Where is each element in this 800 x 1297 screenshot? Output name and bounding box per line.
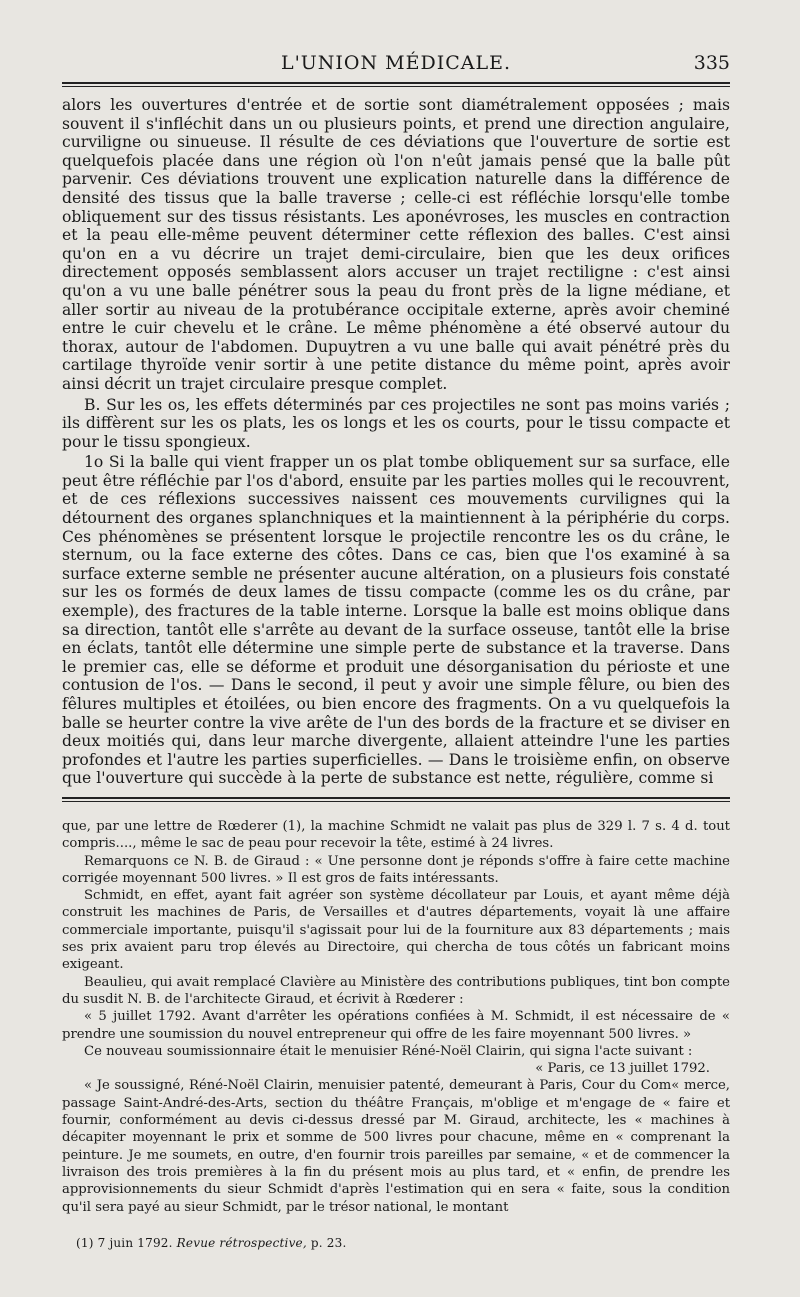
header-rule bbox=[62, 82, 730, 84]
header-rule-thin bbox=[62, 86, 730, 87]
feuilleton-text bbox=[62, 818, 730, 1216]
running-header bbox=[62, 52, 730, 76]
footnote-page: p. 23. bbox=[310, 1236, 347, 1250]
main-text bbox=[62, 96, 730, 790]
quoted-contract: « Je soussigné, Réné-Noël Clairin, menuisier patenté, demeurant à Paris, Cour du Com« merce, passage Saint-André-des-Arts, section du théâtre Français, m'oblige et m'engage de « faire et fournir, conformément au devis ci-dessus dressé par M. Giraud, architecte, les « machines à décapiter moyennant le prix et somme de 500 livres pour chacune, même en « comprenant la peinture. Je me soumets, en outre, d'en fournir trois pareilles par semaine, « et de commencer la livraison des trois premières à la fin du présent mois au plus tard, et « enfin, de prendre les approvisionnements du sieur Schmidt d'après l'estimation qui en sera « faite, sous la condition qu'il sera payé au sieur Schmidt, par le trésor national, le montant bbox=[62, 1078, 730, 1215]
quoted-letter: « 5 juillet 1792. Avant d'arrêter les opérations confiées à M. Schmidt, il est nécessaire de « prendre une soumission du nouvel entrepreneur qui offre de les faire moyennant 500 livres. » bbox=[62, 1009, 730, 1042]
body-paragraph: B. Sur les os, les effets déterminés par ces projectiles ne sont pas moins variés ; ils diffèrent sur les os plats, les os longs et les os courts, pour le tissu compacte et pour le tissu spongieux. bbox=[62, 395, 730, 451]
note-paragraph: Schmidt, en effet, ayant fait agréer son système décollateur par Louis, et ayant même déjà construit les machines de Paris, de Versailles et d'autres départements, voyait là une affaire commerciale importante, puisqu'il s'agissait pour lui de la fourniture aux 83 départements ; mais ses prix avaient paru trop élevés au Directoire, qui chercha de tous côtés un fabricant moins exigeant. bbox=[62, 888, 730, 973]
note-paragraph: Ce nouveau soumissionnaire était le menuisier Réné-Noël Clairin, qui signa l'acte suivant : bbox=[84, 1043, 693, 1059]
footnote-source: Revue rétrospective, bbox=[176, 1236, 307, 1250]
section-divider-thin bbox=[62, 801, 730, 802]
note-paragraph: que, par une lettre de Rœderer (1), la machine Schmidt ne valait pas plus de 329 l. 7 s. 4 d. tout compris...., même le sac de peau pour recevoir la tête, estimé à 24 livres. bbox=[62, 819, 730, 852]
body-paragraph: alors les ouvertures d'entrée et de sortie sont diamétralement opposées ; mais souvent il s'infléchit dans un ou plusieurs points, et prend une direction angulaire, curviligne ou sinueuse. Il résulte de ces déviations que l'ouverture de sortie est quelquefois placée dans une région où l'on n'eût jamais pensé que la balle pût parvenir. Ces déviations trouvent une explication naturelle dans la différence de densité des tissus que la balle traverse ; celle-ci est réfléchie lorsqu'elle tombe obliquement sur des tissus résistants. Les aponévroses, les muscles en contraction et la peau elle-même peuvent déterminer cette réflexion des balles. C'est ainsi qu'on en a vu décrire un trajet demi-circulaire, bien que les deux orifices directement opposés semblassent alors accuser un trajet rectiligne : c'est ainsi qu'on a vu une balle pénétrer sous la peau du front près de la ligne médiane, et aller sortir au niveau de la protubérance occipitale externe, après avoir cheminé entre le cuir chevelu et le crâne. Le même phénomène a été observé autour du thorax, autour de l'abdomen. Dupuytren a vu une balle qui avait pénétré près du cartilage thyroïde venir sortir à une petite distance du même point, après avoir ainsi décrit un trajet circulaire presque complet. bbox=[62, 96, 730, 393]
body-paragraph: 1o Si la balle qui vient frapper un os plat tombe obliquement sur sa surface, elle peut être réfléchie par l'os d'abord, ensuite par les parties molles qui le recouvrent, et de ces réflexions successives naissent ces mouvements curvilignes qui la détournent des organes splanchniques et la maintiennent à la périphérie du corps. Ces phénomènes se présentent lorsque le projectile rencontre les os du crâne, le sternum, ou la face externe des côtes. Dans ce cas, bien que l'os examiné à sa surface externe semble ne présenter aucune altération, on a plusieurs fois constaté sur les os formés de deux lames de tissu compacte (comme les os du crâne, par exemple), des fractures de la table interne. Lorsque la balle est moins oblique dans sa direction, tantôt elle s'arrête au devant de la surface osseuse, tantôt elle la brise en éclats, tantôt elle détermine une simple perte de substance et la traverse. Dans le premier cas, elle se déforme et produit une désorganisation du périoste et une contusion de l'os. — Dans le second, il peut y avoir une simple fêlure, ou bien des fêlures multiples et étoilées, ou bien encore des fragments. On a vu quelquefois la balle se heurter contre la vive arête de l'un des bords de la fracture et se diviser en deux moitiés qui, dans leur marche divergente, allaient atteindre l'une les parties profondes et l'autre les parties superficielles. — Dans le troisième enfin, on observe que l'ouverture qui succède à la perte de substance est nette, régulière, comme si bbox=[62, 453, 730, 788]
footnote bbox=[76, 1236, 347, 1250]
footnote-ref: (1) 7 juin 1792. bbox=[76, 1236, 173, 1250]
note-paragraph: Beaulieu, qui avait remplacé Clavière au Ministère des contributions publiques, tint bon compte du susdit N. B. de l'architecte Giraud, et écrivit à Rœderer : bbox=[62, 974, 730, 1007]
journal-title: L'UNION MÉDICALE. bbox=[280, 52, 512, 74]
note-paragraph: Remarquons ce N. B. de Giraud : « Une personne dont je réponds s'offre à faire cette machine corrigée moyennant 500 livres. » Il est gros de faits intéressants. bbox=[62, 853, 730, 886]
dateline: « Paris, ce 13 juillet 1792. bbox=[535, 1061, 710, 1077]
section-divider bbox=[62, 797, 730, 799]
page-number: 335 bbox=[693, 52, 730, 74]
